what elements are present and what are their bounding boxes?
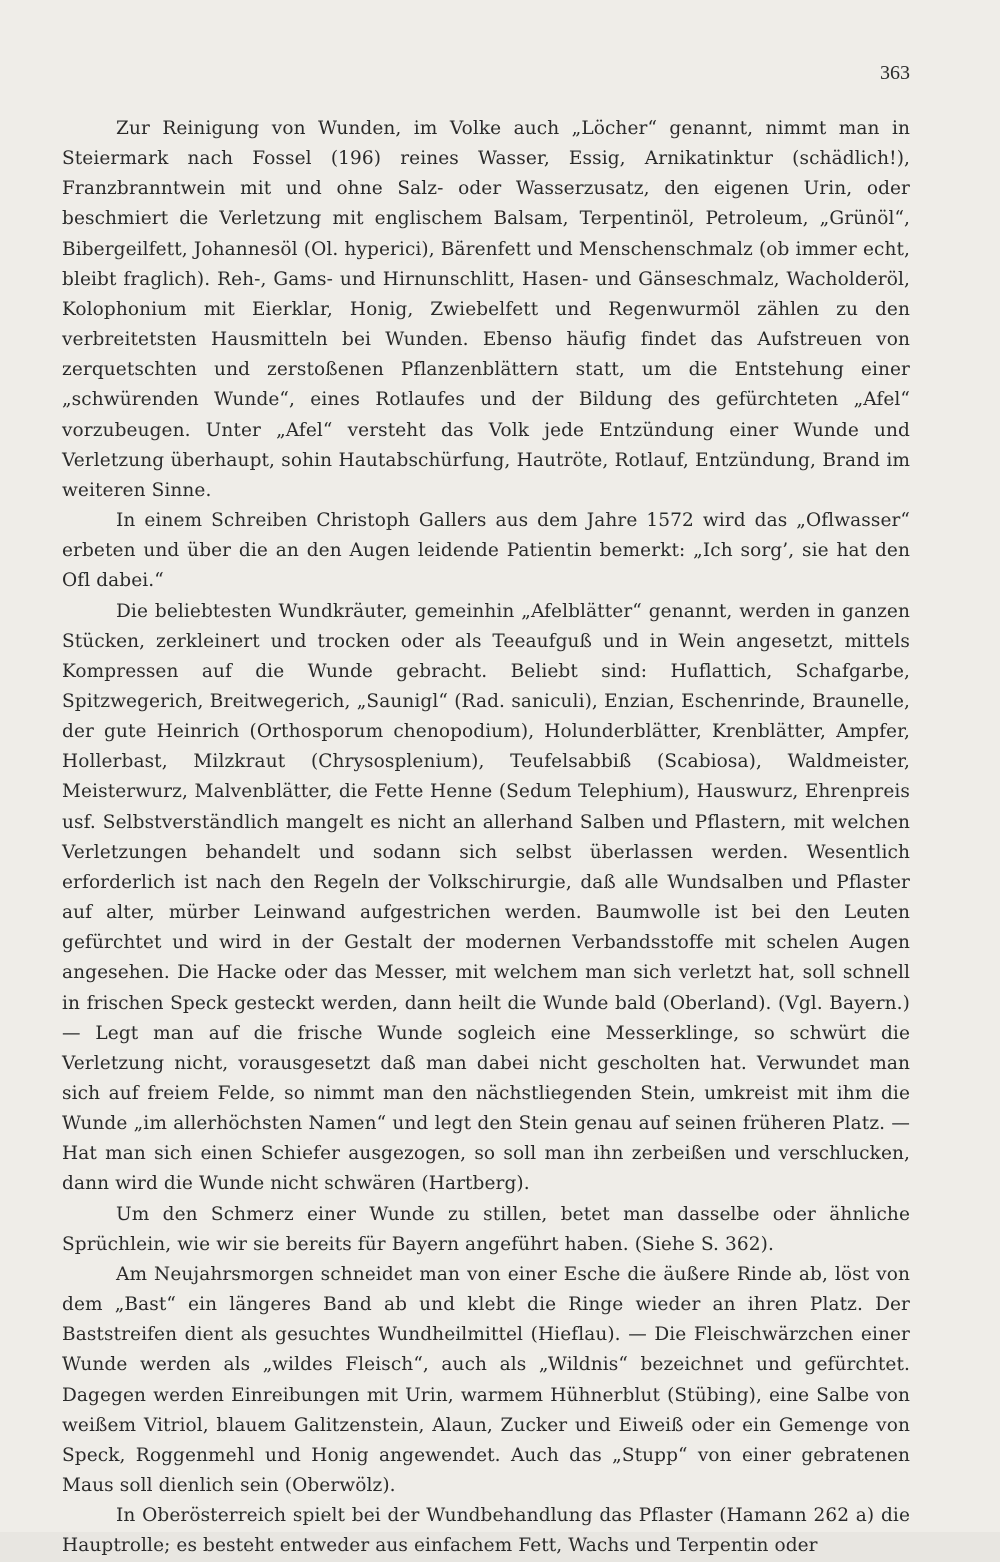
paragraph-6: In Oberösterreich spielt bei der Wundbehandlung das Pflaster (Hamann 262 a) die Hauptrolle; es besteht entweder aus einfachem Fett, Wachs und Terpentin oder: [62, 1505, 910, 1557]
paragraph-1: Zur Reinigung von Wunden, im Volke auch „Löcher“ genannt, nimmt man in Steiermark nach Fossel (196) reines Wasser, Essig, Arnikatinktur (schädlich!), Franzbranntwein mit und ohne Salz- oder Wasserzusatz, den eigenen Urin, oder beschmiert die Verletzung mit englischem Balsam, Terpentinöl, Petroleum, „Grünöl“, Bibergeilfett, Johannesöl (Ol. hyperici), Bärenfett und Menschenschmalz (ob immer echt, bleibt fraglich). Reh-, Gams- und Hirnunschlitt, Hasen- und Gänseschmalz, Wacholderöl, Kolophonium mit Eierklar, Honig, Zwiebelfett und Regenwurmöl zählen zu den verbreitetsten Hausmitteln bei Wunden. Ebenso häufig findet das Aufstreuen von zerquetschten und zerstoßenen Pflanzenblättern statt, um die Entstehung einer „schwürenden Wunde“, eines Rotlaufes und der Bildung des gefürchteten „Afel“ vorzubeugen. Unter „Afel“ versteht das Volk jede Entzündung einer Wunde und Verletzung überhaupt, sohin Hautabschürfung, Hautröte, Rotlauf, Entzündung, Brand im weiteren Sinne.: [62, 118, 910, 501]
paragraph-5: Am Neujahrsmorgen schneidet man von einer Esche die äußere Rinde ab, löst von dem „Bast“ ein längeres Band ab und klebt die Ringe wieder an ihren Platz. Der Baststreifen dient als gesuchtes Wundheilmittel (Hieflau). — Die Fleischwärzchen einer Wunde werden als „wildes Fleisch“, auch als „Wildnis“ bezeichnet und gefürchtet. Dagegen werden Einreibungen mit Urin, warmem Hühnerblut (Stübing), eine Salbe von weißem Vitriol, blauem Galitzenstein, Alaun, Zucker und Eiweiß oder ein Gemenge von Speck, Roggenmehl und Honig angewendet. Auch das „Stupp“ von einer gebratenen Maus soll dienlich sein (Oberwölz).: [62, 1263, 910, 1497]
paragraph-4: Um den Schmerz einer Wunde zu stillen, betet man dasselbe oder ähnliche Sprüchlein, wie wir sie bereits für Bayern angeführt haben. (Siehe S. 362).: [62, 1203, 910, 1255]
paragraph-2: In einem Schreiben Christoph Gallers aus dem Jahre 1572 wird das „Oflwasser“ erbeten und über die an den Augen leidende Patientin bemerkt: „Ich sorg’, sie hat den Ofl dabei.“: [62, 510, 910, 592]
paragraph-3: Die beliebtesten Wundkräuter, gemeinhin „Afelblätter“ genannt, werden in ganzen Stücken, zerkleinert und trocken oder als Teeaufguß und in Wein angesetzt, mittels Kompressen auf die Wunde gebracht. Beliebt sind: Huflattich, Schafgarbe, Spitzwegerich, Breitwegerich, „Saunigl“ (Rad. saniculi), Enzian, Eschenrinde, Braunelle, der gute Heinrich (Orthosporum chenopodium), Holunderblätter, Krenblätter, Ampfer, Hollerbast, Milzkraut (Chrysosplenium), Teufelsabbiß (Scabiosa), Waldmeister, Meisterwurz, Malvenblätter, die Fette Henne (Sedum Telephium), Hauswurz, Ehrenpreis usf. Selbstverständlich mangelt es nicht an allerhand Salben und Pflastern, mit welchen Verletzungen behandelt und sodann sich selbst überlassen werden. Wesentlich erforderlich ist nach den Regeln der Volkschirurgie, daß alle Wundsalben und Pflaster auf alter, mürber Leinwand aufgestrichen werden. Baumwolle ist bei den Leuten gefürchtet und wird in der Gestalt der modernen Verbandsstoffe mit schelen Augen angesehen. Die Hacke oder das Messer, mit welchem man sich verletzt hat, soll schnell in frischen Speck gesteckt werden, dann heilt die Wunde bald (Oberland). (Vgl. Bayern.) — Legt man auf die frische Wunde sogleich eine Messerklinge, so schwürt die Verletzung nicht, vorausgesetzt daß man dabei nicht gescholten hat. Verwundet man sich auf freiem Felde, so nimmt man den nächstliegenden Stein, umkreist mit ihm die Wunde „im allerhöchsten Namen“ und legt den Stein genau auf seinen früheren Platz. — Hat man sich einen Schiefer ausgezogen, so soll man ihn zerbeißen und verschlucken, dann wird die Wunde nicht schwären (Hartberg).: [62, 600, 910, 1195]
page-number: 363: [880, 62, 910, 84]
body-text: [62, 114, 910, 1562]
